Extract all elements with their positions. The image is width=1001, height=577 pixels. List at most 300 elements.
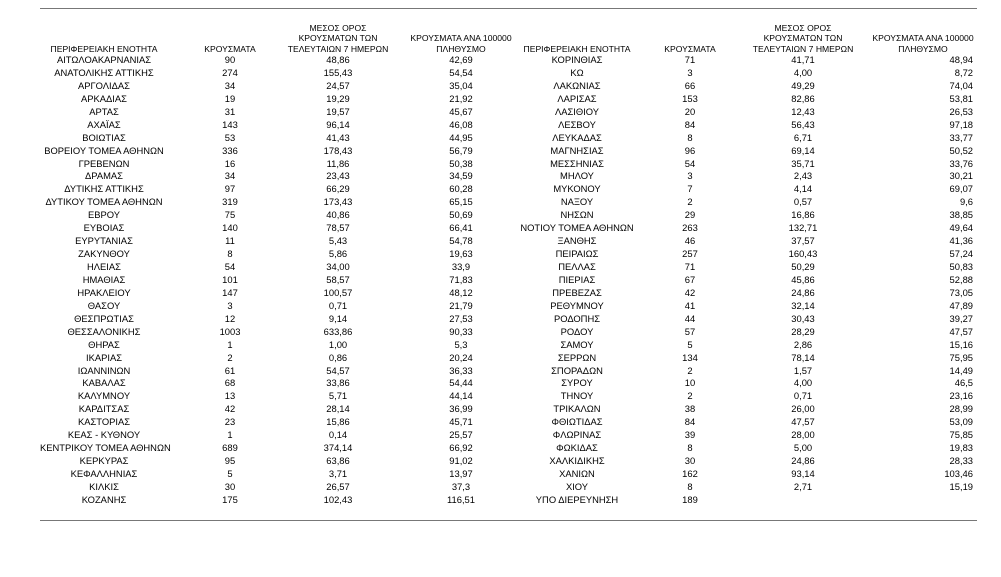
cases-value: 263 xyxy=(682,222,698,234)
per100k-value: 23,16 xyxy=(949,390,973,402)
region-name: ΘΕΣΠΡΩΤΙΑΣ xyxy=(74,312,134,324)
per100k-value: 74,04 xyxy=(949,79,973,91)
cases-value: 5 xyxy=(227,468,233,479)
avg7-value: 96,14 xyxy=(326,118,350,130)
region-name: ΛΑΣΙΘΙΟΥ xyxy=(554,105,600,117)
per100k-value: 19,63 xyxy=(449,248,473,260)
avg7-value: 155,43 xyxy=(323,66,353,78)
avg7-value: 32,14 xyxy=(791,299,815,311)
cases-value: 19 xyxy=(224,92,236,104)
table-row xyxy=(40,313,977,326)
header-avg7-right: ΜΕΣΟΣ ΟΡΟΣ ΚΡΟΥΣΜΑΤΩΝ ΤΩΝ ΤΕΛΕΥΤΑΙΩΝ 7 ΗΜΕΡΩΝ xyxy=(752,22,854,54)
avg7-value: 1,00 xyxy=(328,338,348,350)
per100k-value: 49,64 xyxy=(949,222,973,234)
avg7-value: 54,57 xyxy=(326,364,350,376)
cases-value: 3 xyxy=(687,66,693,78)
table-row xyxy=(40,93,977,106)
region-name: ΦΩΚΙΔΑΣ xyxy=(556,442,598,454)
cases-value: 134 xyxy=(682,351,698,363)
cases-value: 71 xyxy=(684,261,696,272)
table-row xyxy=(40,209,977,222)
cases-value: 175 xyxy=(222,493,238,505)
cases-value: 66 xyxy=(684,79,696,91)
cases-value: 8 xyxy=(687,131,693,143)
per100k-value: 47,57 xyxy=(949,325,973,337)
cases-value: 3 xyxy=(687,170,693,182)
per100k-value: 33,77 xyxy=(949,131,973,143)
per100k-value: 50,52 xyxy=(949,144,973,156)
per100k-value: 37,3 xyxy=(451,480,471,492)
region-name: ΒΟΡΕΙΟΥ ΤΟΜΕΑ ΑΘΗΝΩΝ xyxy=(44,144,164,156)
avg7-value: 4,14 xyxy=(793,183,813,195)
region-name: ΙΚΑΡΙΑΣ xyxy=(85,351,123,363)
avg7-value: 66,29 xyxy=(326,183,350,195)
per100k-value: 20,24 xyxy=(449,351,473,363)
region-name: ΕΥΡΥΤΑΝΙΑΣ xyxy=(75,235,133,247)
table-row xyxy=(40,145,977,158)
region-name: ΤΡΙΚΑΛΩΝ xyxy=(553,403,601,415)
avg7-value: 35,71 xyxy=(791,157,815,169)
cases-value: 29 xyxy=(684,209,696,221)
per100k-value: 26,53 xyxy=(949,105,973,117)
avg7-value: 102,43 xyxy=(323,493,353,505)
per100k-value: 73,05 xyxy=(949,286,973,298)
per100k-value: 66,92 xyxy=(449,442,473,454)
per100k-value: 52,88 xyxy=(949,273,973,285)
table-row xyxy=(40,119,977,132)
per100k-value: 54,54 xyxy=(449,66,473,78)
avg7-value: 160,43 xyxy=(788,248,818,260)
avg7-value: 93,14 xyxy=(791,468,815,479)
per100k-value: 33,9 xyxy=(451,261,471,272)
region-name: ΗΛΕΙΑΣ xyxy=(87,261,121,272)
avg7-value: 0,71 xyxy=(793,390,813,402)
table-row xyxy=(40,468,977,481)
region-name: ΚΟΖΑΝΗΣ xyxy=(81,493,127,505)
region-name: ΑΡΓΟΛΙΔΑΣ xyxy=(78,79,130,91)
table-row xyxy=(40,403,977,416)
region-name: ΔΥΤΙΚΟΥ ΤΟΜΕΑ ΑΘΗΝΩΝ xyxy=(45,196,163,208)
table-row xyxy=(40,416,977,429)
avg7-value: 19,29 xyxy=(326,92,350,104)
cases-value: 44 xyxy=(684,312,696,324)
cases-value: 689 xyxy=(222,442,238,454)
table-row xyxy=(40,80,977,93)
table-bottom-rule xyxy=(40,520,977,521)
header-cases-right: ΚΡΟΥΣΜΑΤΑ xyxy=(664,43,716,54)
avg7-value: 4,00 xyxy=(793,66,813,78)
per100k-value: 45,71 xyxy=(449,416,473,428)
header-per100k-left: ΚΡΟΥΣΜΑΤΑ ΑΝΑ 100000 ΠΛΗΘΥΣΜΟ xyxy=(410,33,512,54)
cases-value: 8 xyxy=(687,442,693,454)
per100k-value: 34,59 xyxy=(449,170,473,182)
per100k-value: 36,99 xyxy=(449,403,473,415)
region-name: ΡΕΘΥΜΝΟΥ xyxy=(550,299,604,311)
table-row xyxy=(40,54,977,67)
per100k-value: 69,07 xyxy=(949,183,973,195)
cases-value: 153 xyxy=(682,92,698,104)
region-name: ΜΗΛΟΥ xyxy=(560,170,594,182)
cases-value: 84 xyxy=(684,118,696,130)
per100k-value: 21,79 xyxy=(449,299,473,311)
region-name: ΠΕΙΡΑΙΩΣ xyxy=(555,248,599,260)
avg7-value: 2,71 xyxy=(793,480,813,492)
cases-value: 39 xyxy=(684,429,696,441)
cases-value: 97 xyxy=(224,183,236,195)
per100k-value: 30,21 xyxy=(949,170,973,182)
per100k-value: 90,33 xyxy=(449,325,473,337)
cases-value: 101 xyxy=(222,273,238,285)
per100k-value: 8,72 xyxy=(954,66,973,78)
cases-value: 30 xyxy=(684,455,696,467)
table-row xyxy=(40,326,977,339)
region-name: ΚΕΡΚΥΡΑΣ xyxy=(79,455,129,467)
region-name: ΒΟΙΩΤΙΑΣ xyxy=(82,131,126,143)
per100k-value: 33,76 xyxy=(949,157,973,169)
table-row xyxy=(40,248,977,261)
per100k-value: 65,15 xyxy=(449,196,473,208)
avg7-value: 45,86 xyxy=(791,273,815,285)
avg7-value: 0,57 xyxy=(793,196,813,208)
per100k-value: 48,94 xyxy=(949,54,973,65)
cases-value: 2 xyxy=(687,390,693,402)
per100k-value: 14,49 xyxy=(949,364,973,376)
region-name: ΕΒΡΟΥ xyxy=(87,209,120,221)
per100k-value: 54,44 xyxy=(449,377,473,389)
table-row xyxy=(40,287,977,300)
region-name: ΦΘΙΩΤΙΔΑΣ xyxy=(551,416,603,428)
avg7-value: 82,86 xyxy=(791,92,815,104)
table-top-rule xyxy=(40,8,977,9)
per100k-value: 39,27 xyxy=(949,312,973,324)
avg7-value: 19,57 xyxy=(326,105,350,117)
cases-value: 57 xyxy=(684,325,696,337)
avg7-value: 5,86 xyxy=(328,248,348,260)
cases-value: 90 xyxy=(224,54,236,65)
table-body xyxy=(40,54,977,507)
region-name: ΣΑΜΟΥ xyxy=(560,338,594,350)
avg7-value: 0,71 xyxy=(328,299,348,311)
cases-value: 274 xyxy=(222,66,238,78)
cases-value: 42 xyxy=(684,286,696,298)
table-row xyxy=(40,170,977,183)
per100k-value: 75,85 xyxy=(949,429,973,441)
region-name: ΜΥΚΟΝΟΥ xyxy=(553,183,601,195)
avg7-value: 56,43 xyxy=(791,118,815,130)
per100k-value: 41,36 xyxy=(949,235,973,247)
cases-value: 12 xyxy=(224,312,236,324)
region-name: ΗΜΑΘΙΑΣ xyxy=(82,273,126,285)
table-row xyxy=(40,390,977,403)
per100k-value: 35,04 xyxy=(449,79,473,91)
avg7-value: 3,71 xyxy=(328,468,348,479)
cases-value: 23 xyxy=(224,416,236,428)
region-name: ΚΑΣΤΟΡΙΑΣ xyxy=(77,416,131,428)
cases-value: 46 xyxy=(684,235,696,247)
cases-value: 140 xyxy=(222,222,238,234)
avg7-value: 41,43 xyxy=(326,131,350,143)
cases-value: 10 xyxy=(684,377,696,389)
cases-value: 16 xyxy=(224,157,236,169)
avg7-value: 26,57 xyxy=(326,480,350,492)
region-name: ΚΩ xyxy=(570,66,584,78)
avg7-value: 100,57 xyxy=(323,286,353,298)
region-name: ΛΑΡΙΣΑΣ xyxy=(557,92,597,104)
table-row xyxy=(40,429,977,442)
cases-value: 71 xyxy=(684,54,696,65)
cases-value: 143 xyxy=(222,118,238,130)
per100k-value: 47,89 xyxy=(949,299,973,311)
per100k-value: 27,53 xyxy=(449,312,473,324)
avg7-value: 0,86 xyxy=(328,351,348,363)
cases-value: 3 xyxy=(227,299,233,311)
avg7-value: 23,43 xyxy=(326,170,350,182)
per100k-value: 28,33 xyxy=(949,455,973,467)
region-name: ΥΠΟ ΔΙΕΡΕΥΝΗΣΗ xyxy=(535,493,619,505)
region-name: ΡΟΔΟΠΗΣ xyxy=(553,312,601,324)
avg7-value: 178,43 xyxy=(323,144,353,156)
avg7-value: 0,14 xyxy=(328,429,348,441)
region-name: ΠΡΕΒΕΖΑΣ xyxy=(552,286,602,298)
region-name: ΞΑΝΘΗΣ xyxy=(557,235,597,247)
region-name: ΚΟΡΙΝΘΙΑΣ xyxy=(551,54,603,65)
avg7-value: 5,43 xyxy=(328,235,348,247)
per100k-value: 66,41 xyxy=(449,222,473,234)
per100k-value: 53,09 xyxy=(949,416,973,428)
cases-value: 75 xyxy=(224,209,236,221)
cases-value: 61 xyxy=(224,364,236,376)
avg7-value: 374,14 xyxy=(323,442,353,454)
table-row xyxy=(40,365,977,378)
per100k-value: 15,19 xyxy=(949,480,973,492)
region-name: ΘΑΣΟΥ xyxy=(87,299,121,311)
region-name: ΓΡΕΒΕΝΩΝ xyxy=(78,157,130,169)
avg7-value: 28,14 xyxy=(326,403,350,415)
region-name: ΣΕΡΡΩΝ xyxy=(557,351,597,363)
avg7-value: 24,86 xyxy=(791,286,815,298)
cases-value: 68 xyxy=(224,377,236,389)
cases-value: 162 xyxy=(682,468,698,479)
region-name: ΔΥΤΙΚΗΣ ΑΤΤΙΚΗΣ xyxy=(64,183,144,195)
cases-value: 1 xyxy=(227,338,233,350)
cases-value: 95 xyxy=(224,455,236,467)
region-name: ΚΕΑΣ - ΚΥΘΝΟΥ xyxy=(67,429,141,441)
per100k-value: 13,97 xyxy=(449,468,473,479)
avg7-value: 5,71 xyxy=(328,390,348,402)
region-name: ΙΩΑΝΝΙΝΩΝ xyxy=(77,364,131,376)
cases-value: 42 xyxy=(224,403,236,415)
cases-value: 13 xyxy=(224,390,236,402)
per100k-value: 19,83 xyxy=(949,442,973,454)
per100k-value: 91,02 xyxy=(449,455,473,467)
table-row xyxy=(40,183,977,196)
region-name: ΗΡΑΚΛΕΙΟΥ xyxy=(77,286,131,298)
table-row xyxy=(40,481,977,494)
region-name: ΖΑΚΥΝΘΟΥ xyxy=(78,248,130,260)
table-row xyxy=(40,494,977,507)
per100k-value: 28,99 xyxy=(949,403,973,415)
region-name: ΘΗΡΑΣ xyxy=(88,338,120,350)
table-row xyxy=(40,352,977,365)
table-row xyxy=(40,235,977,248)
per100k-value: 103,46 xyxy=(944,468,973,479)
per100k-value: 54,78 xyxy=(449,235,473,247)
region-name: ΧΑΝΙΩΝ xyxy=(559,468,595,479)
cases-value: 319 xyxy=(222,196,238,208)
per100k-value: 50,83 xyxy=(949,261,973,272)
per100k-value: 75,95 xyxy=(949,351,973,363)
per100k-value: 38,85 xyxy=(949,209,973,221)
header-cases-left: ΚΡΟΥΣΜΑΤΑ xyxy=(204,43,256,54)
per100k-value: 44,14 xyxy=(449,390,473,402)
table-row xyxy=(40,158,977,171)
avg7-value: 63,86 xyxy=(326,455,350,467)
avg7-value: 48,86 xyxy=(326,54,350,65)
table-row xyxy=(40,274,977,287)
avg7-value: 11,86 xyxy=(326,157,350,169)
region-name: ΛΕΥΚΑΔΑΣ xyxy=(552,131,602,143)
table-row xyxy=(40,377,977,390)
cases-value: 257 xyxy=(682,248,698,260)
table-row xyxy=(40,196,977,209)
region-name: ΜΕΣΣΗΝΙΑΣ xyxy=(550,157,604,169)
per100k-value: 21,92 xyxy=(449,92,473,104)
avg7-value: 30,43 xyxy=(791,312,815,324)
cases-value: 54 xyxy=(224,261,236,272)
per100k-value: 46,5 xyxy=(954,377,973,389)
cases-value: 2 xyxy=(227,351,233,363)
table-row xyxy=(40,261,977,274)
avg7-value: 41,71 xyxy=(791,54,815,65)
per100k-value: 15,16 xyxy=(949,338,973,350)
cases-value: 8 xyxy=(687,480,693,492)
region-name: ΜΑΓΝΗΣΙΑΣ xyxy=(550,144,604,156)
region-name: ΠΕΛΛΑΣ xyxy=(558,261,596,272)
cases-value: 7 xyxy=(687,183,693,195)
per100k-value: 5,3 xyxy=(454,338,468,350)
region-name: ΑΙΤΩΛΟΑΚΑΡΝΑΝΙΑΣ xyxy=(56,54,152,65)
region-name: ΠΙΕΡΙΑΣ xyxy=(558,273,596,285)
header-avg7-left: ΜΕΣΟΣ ΟΡΟΣ ΚΡΟΥΣΜΑΤΩΝ ΤΩΝ ΤΕΛΕΥΤΑΙΩΝ 7 ΗΜΕΡΩΝ xyxy=(287,22,389,54)
avg7-value: 9,14 xyxy=(328,312,348,324)
per100k-value: 9,6 xyxy=(959,196,973,208)
cases-value: 34 xyxy=(224,170,236,182)
region-name: ΦΛΩΡΙΝΑΣ xyxy=(552,429,602,441)
avg7-value: 24,86 xyxy=(791,455,815,467)
avg7-value: 49,29 xyxy=(791,79,815,91)
cases-value: 2 xyxy=(687,364,693,376)
avg7-value: 1,57 xyxy=(793,364,813,376)
region-name: ΝΗΣΩΝ xyxy=(560,209,594,221)
avg7-value: 173,43 xyxy=(323,196,353,208)
avg7-value: 47,57 xyxy=(791,416,815,428)
avg7-value: 40,86 xyxy=(326,209,350,221)
cases-value: 96 xyxy=(684,144,696,156)
region-name: ΛΕΣΒΟΥ xyxy=(558,118,596,130)
cases-value: 53 xyxy=(224,131,236,143)
avg7-value: 37,57 xyxy=(791,235,815,247)
region-name: ΛΑΚΩΝΙΑΣ xyxy=(553,79,601,91)
cases-value: 1003 xyxy=(219,325,241,337)
region-name: ΤΗΝΟΥ xyxy=(560,390,594,402)
per100k-value: 36,33 xyxy=(449,364,473,376)
region-name: ΚΑΡΔΙΤΣΑΣ xyxy=(78,403,130,415)
per100k-value: 25,57 xyxy=(449,429,473,441)
per100k-value: 48,12 xyxy=(449,286,473,298)
region-name: ΡΟΔΟΥ xyxy=(560,325,594,337)
avg7-value: 26,00 xyxy=(791,403,815,415)
cases-value: 5 xyxy=(687,338,693,350)
avg7-value: 132,71 xyxy=(788,222,818,234)
region-name: ΧΙΟΥ xyxy=(565,480,589,492)
region-name: ΑΝΑΤΟΛΙΚΗΣ ΑΤΤΙΚΗΣ xyxy=(54,66,154,78)
cases-value: 34 xyxy=(224,79,236,91)
avg7-value: 78,14 xyxy=(791,351,815,363)
avg7-value: 16,86 xyxy=(791,209,815,221)
avg7-value: 69,14 xyxy=(791,144,815,156)
region-name: ΕΥΒΟΙΑΣ xyxy=(83,222,125,234)
avg7-value: 34,00 xyxy=(326,261,350,272)
region-name: ΚΑΒΑΛΑΣ xyxy=(82,377,126,389)
region-name: ΝΑΞΟΥ xyxy=(560,196,594,208)
avg7-value: 78,57 xyxy=(326,222,350,234)
cases-value: 20 xyxy=(684,105,696,117)
avg7-value: 24,57 xyxy=(326,79,350,91)
cases-value: 38 xyxy=(684,403,696,415)
avg7-value: 6,71 xyxy=(793,131,813,143)
region-name: ΚΑΛΥΜΝΟΥ xyxy=(77,390,131,402)
region-name: ΚΕΝΤΡΙΚΟΥ ΤΟΜΕΑ ΑΘΗΝΩΝ xyxy=(40,442,171,454)
cases-value: 67 xyxy=(684,273,696,285)
avg7-value: 28,00 xyxy=(791,429,815,441)
avg7-value: 2,86 xyxy=(793,338,813,350)
per100k-value: 44,95 xyxy=(449,131,473,143)
region-name: ΚΙΛΚΙΣ xyxy=(89,480,119,492)
avg7-value: 33,86 xyxy=(326,377,350,389)
cases-value: 147 xyxy=(222,286,238,298)
table-row xyxy=(40,222,977,235)
avg7-value: 28,29 xyxy=(791,325,815,337)
header-region-right: ΠΕΡΙΦΕΡΕΙΑΚΗ ΕΝΟΤΗΤΑ xyxy=(523,43,631,54)
table-row xyxy=(40,339,977,352)
per100k-value: 53,81 xyxy=(949,92,973,104)
region-name: ΑΧΑΪΑΣ xyxy=(87,118,121,130)
per100k-value: 50,69 xyxy=(449,209,473,221)
header-region-left: ΠΕΡΙΦΕΡΕΙΑΚΗ ΕΝΟΤΗΤΑ xyxy=(50,43,158,54)
cases-value: 41 xyxy=(684,299,696,311)
per100k-value: 42,69 xyxy=(449,54,473,65)
per100k-value: 71,83 xyxy=(449,273,473,285)
per100k-value: 45,67 xyxy=(449,105,473,117)
table-row xyxy=(40,455,977,468)
per100k-value: 56,79 xyxy=(449,144,473,156)
region-name: ΑΡΚΑΔΙΑΣ xyxy=(81,92,127,104)
cases-value: 1 xyxy=(227,429,233,441)
cases-value: 54 xyxy=(684,157,696,169)
region-name: ΝΟΤΙΟΥ ΤΟΜΕΑ ΑΘΗΝΩΝ xyxy=(520,222,634,234)
table-row xyxy=(40,67,977,80)
cases-value: 30 xyxy=(224,480,236,492)
per100k-value: 60,28 xyxy=(449,183,473,195)
avg7-value: 4,00 xyxy=(793,377,813,389)
cases-value: 336 xyxy=(222,144,238,156)
table-row xyxy=(40,106,977,119)
avg7-value: 2,43 xyxy=(793,170,813,182)
region-name: ΑΡΤΑΣ xyxy=(89,105,119,117)
header-per100k-right: ΚΡΟΥΣΜΑΤΑ ΑΝΑ 100000 ΠΛΗΘΥΣΜΟ xyxy=(872,33,974,54)
cases-value: 84 xyxy=(684,416,696,428)
table-row xyxy=(40,442,977,455)
